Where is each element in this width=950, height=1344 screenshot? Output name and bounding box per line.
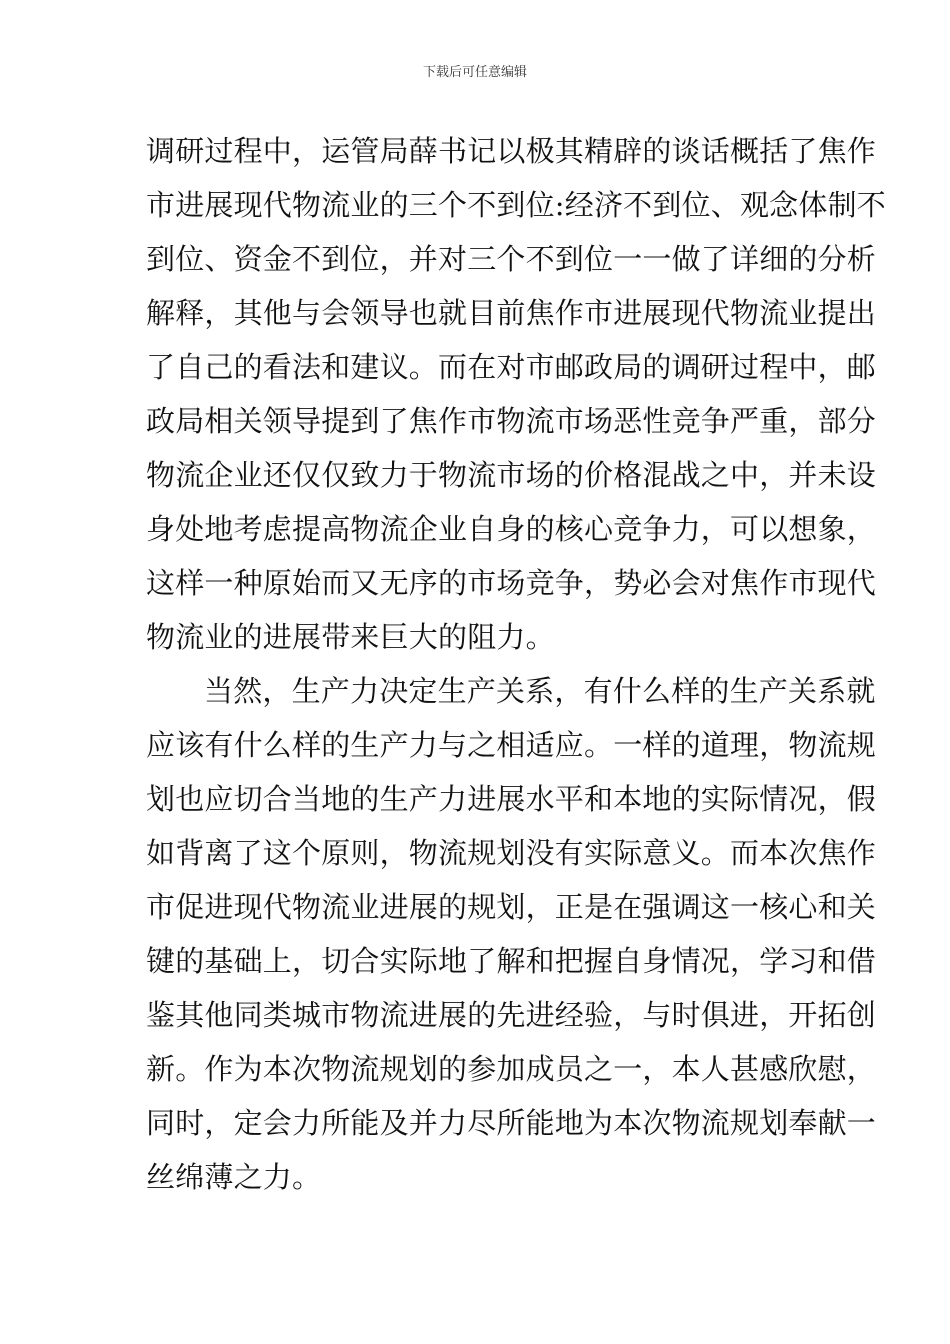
text-line: 这样一种原始而又无序的市场竞争，势必会对焦作市现代 [146, 566, 877, 600]
text-line: 了自己的看法和建议。而在对市邮政局的调研过程中，邮 [146, 350, 877, 384]
text-line: 新。作为本次物流规划的参加成员之一，本人甚感欣慰， [146, 1052, 877, 1086]
text-line: 如背离了这个原则，物流规划没有实际意义。而本次焦作 [146, 836, 877, 870]
text-line: 市进展现代物流业的三个不到位:经济不到位、观念体制不 [146, 188, 886, 222]
text-line: 应该有什么样的生产力与之相适应。一样的道理，物流规 [146, 728, 877, 762]
document-body [146, 124, 886, 1204]
text-line: 物流企业还仅仅致力于物流市场的价格混战之中，并未设 [146, 458, 877, 492]
text-line: 键的基础上，切合实际地了解和把握自身情况，学习和借 [146, 944, 877, 978]
text-line: 丝绵薄之力。 [146, 1160, 322, 1194]
paragraph-first-line: 当然，生产力决定生产关系，有什么样的生产关系就 [204, 674, 876, 708]
text-line: 到位、资金不到位，并对三个不到位一一做了详细的分析 [146, 242, 877, 276]
text-line: 划也应切合当地的生产力进展水平和本地的实际情况，假 [146, 782, 877, 816]
text-line: 身处地考虑提高物流企业自身的核心竞争力，可以想象， [146, 512, 877, 546]
text-line: 鉴其他同类城市物流进展的先进经验，与时俱进，开拓创 [146, 998, 877, 1032]
text-line: 物流业的进展带来巨大的阻力。 [146, 620, 555, 654]
text-line: 调研过程中，运管局薛书记以极其精辟的谈话概括了焦作 [146, 134, 877, 168]
page-header: 下载后可任意编辑 [422, 65, 527, 80]
text-line: 同时，定会力所能及并力尽所能地为本次物流规划奉献一 [146, 1106, 877, 1140]
text-line: 市促进现代物流业进展的规划，正是在强调这一核心和关 [146, 890, 877, 924]
text-line: 政局相关领导提到了焦作市物流市场恶性竞争严重，部分 [146, 404, 877, 438]
text-line: 解释，其他与会领导也就目前焦作市进展现代物流业提出 [146, 296, 877, 330]
